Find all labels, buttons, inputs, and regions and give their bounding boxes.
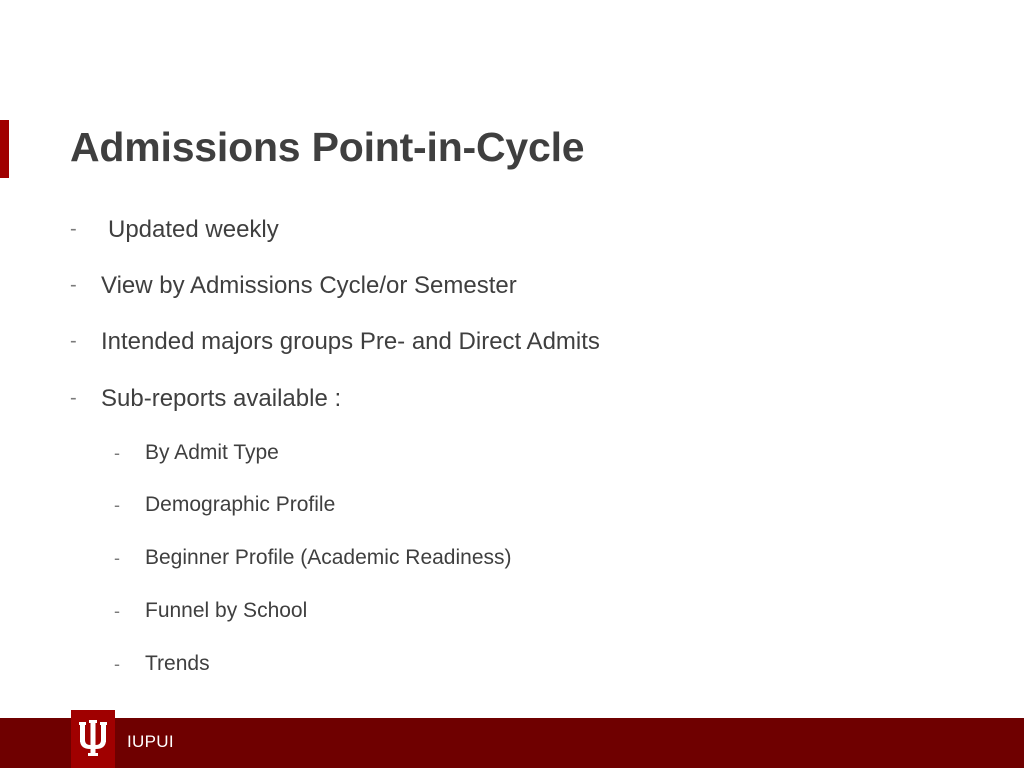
- iu-trident-icon: [71, 710, 115, 768]
- bullet-dash: -: [114, 495, 120, 515]
- bullet-dash: -: [70, 330, 77, 352]
- bullet-dash: -: [70, 274, 77, 296]
- bullet-dash: -: [114, 548, 120, 568]
- footer-label: IUPUI: [127, 732, 174, 751]
- sub-bullet-text: By Admit Type: [145, 441, 279, 464]
- sub-bullet-text: Beginner Profile (Academic Readiness): [145, 546, 512, 569]
- bullet-text: View by Admissions Cycle/or Semester: [101, 272, 517, 299]
- bullet-text: Sub-reports available :: [101, 385, 342, 412]
- bullet-text: Intended majors groups Pre- and Direct Admits: [101, 328, 600, 355]
- sub-bullet-text: Trends: [145, 652, 210, 675]
- bullet-dash: -: [70, 387, 77, 409]
- iu-trident-icon-graphic: [79, 720, 107, 758]
- bullet-dash: -: [114, 601, 120, 621]
- sub-bullet-text: Funnel by School: [145, 599, 308, 622]
- bullet-dash: -: [70, 218, 77, 240]
- bullet-dash: -: [114, 443, 120, 463]
- sub-bullet-text: Demographic Profile: [145, 493, 336, 516]
- bullet-text: Updated weekly: [108, 216, 279, 243]
- bullet-dash: -: [114, 654, 120, 674]
- slide-title: Admissions Point-in-Cycle: [70, 124, 585, 170]
